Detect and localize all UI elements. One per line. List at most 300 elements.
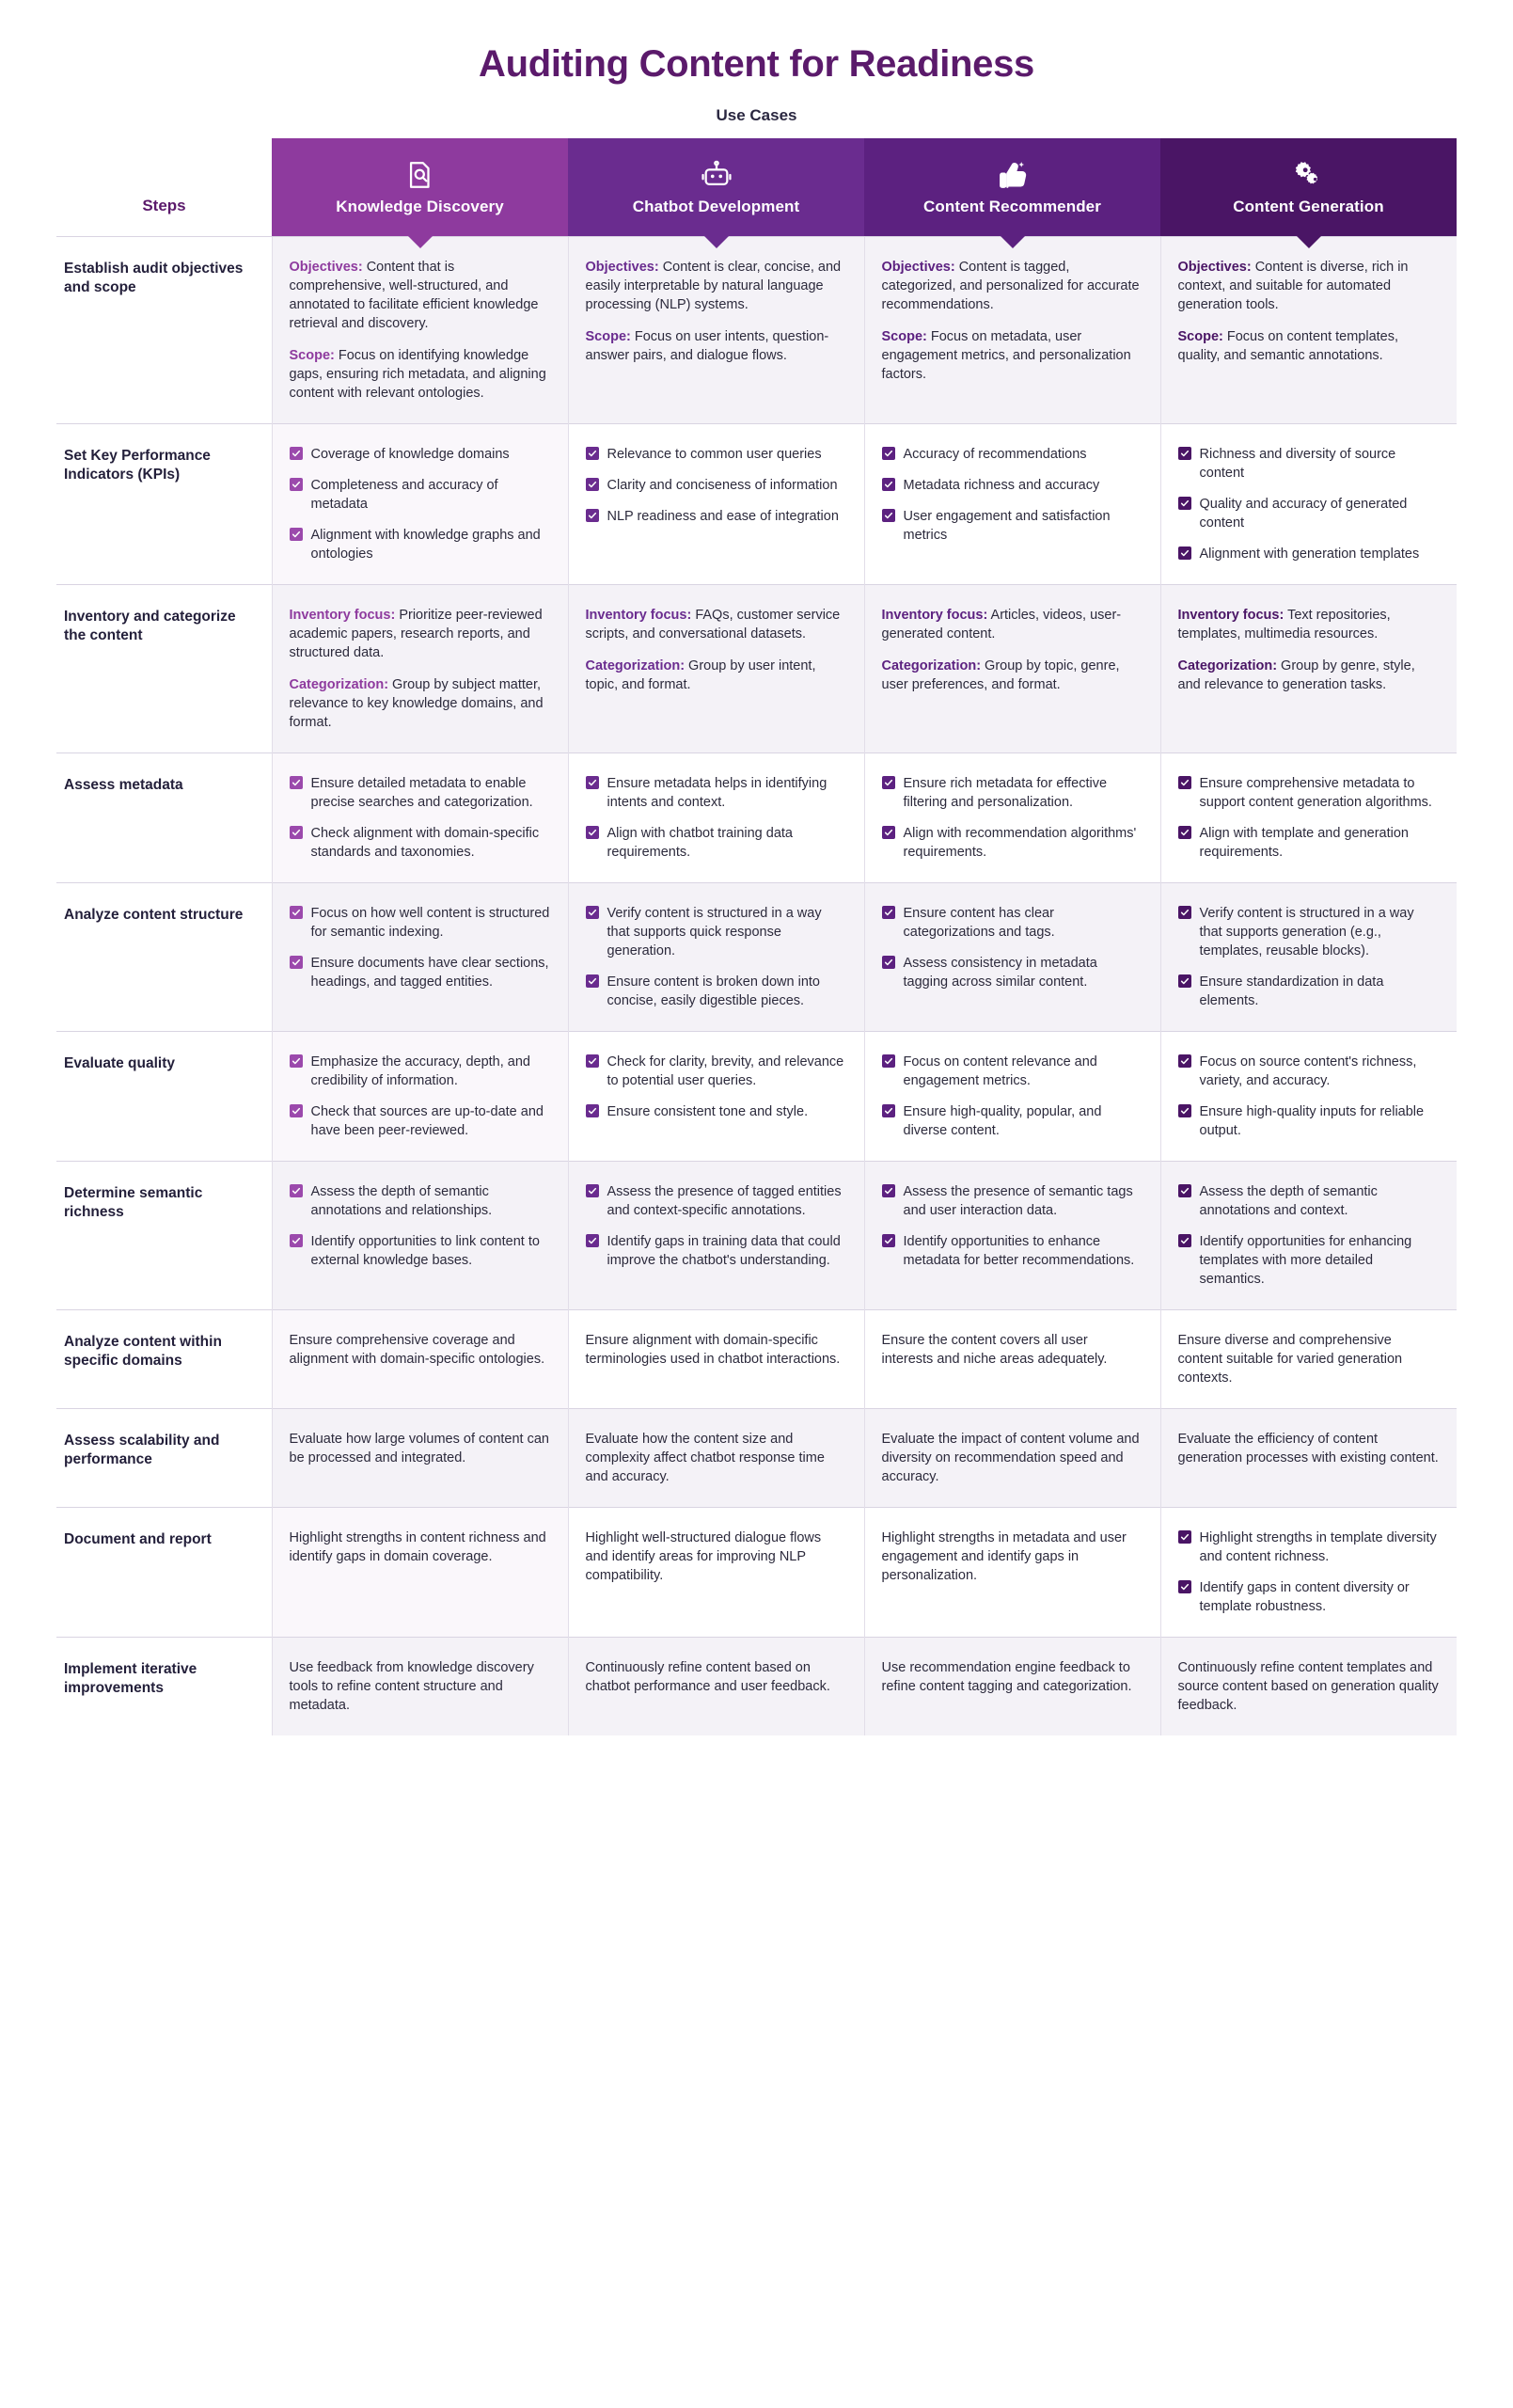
step-label: Document and report xyxy=(56,1508,272,1638)
paragraph-lead: Objectives: xyxy=(585,260,659,275)
checklist xyxy=(586,1182,847,1270)
list-item-label: Ensure high-quality, popular, and diverse content. xyxy=(903,1104,1102,1138)
header-notch-0 xyxy=(408,236,433,248)
list-item-label: Check for clarity, brevity, and relevance to potential user queries. xyxy=(607,1054,844,1088)
matrix-cell xyxy=(272,883,568,1032)
cell-paragraph xyxy=(290,1430,551,1467)
matrix-header xyxy=(56,138,1457,237)
checkbox-checked-icon[interactable] xyxy=(1178,826,1191,839)
cell-paragraph xyxy=(586,1430,847,1486)
paragraph-lead: Objectives: xyxy=(1177,260,1252,275)
checkbox-checked-icon[interactable] xyxy=(586,826,599,839)
checkbox-checked-icon[interactable] xyxy=(586,906,599,919)
list-item[interactable] xyxy=(586,973,847,1010)
table-row xyxy=(56,585,1457,753)
cell-paragraph xyxy=(290,675,551,732)
list-item[interactable] xyxy=(290,445,551,464)
checkbox-checked-icon[interactable] xyxy=(882,1184,895,1197)
column-header-label-2: Content Recommender xyxy=(923,197,1101,215)
checklist xyxy=(586,1053,847,1121)
matrix-cell xyxy=(272,585,568,753)
gears-icon xyxy=(1293,159,1325,191)
cell-paragraph xyxy=(290,346,551,403)
checkbox-checked-icon[interactable] xyxy=(290,1234,303,1247)
list-item-label: Clarity and conciseness of information xyxy=(607,478,838,493)
checkbox-checked-icon[interactable] xyxy=(882,509,895,522)
checkbox-checked-icon[interactable] xyxy=(290,906,303,919)
paragraph-lead: Scope: xyxy=(289,348,335,363)
paragraph-text: Continuously refine content templates and source content based on generation quality feedback. xyxy=(1177,1660,1439,1713)
list-item-label: Assess the presence of semantic tags and user interaction data. xyxy=(903,1184,1133,1218)
checkbox-checked-icon[interactable] xyxy=(290,1104,303,1117)
list-item-label: NLP readiness and ease of integration xyxy=(607,509,839,524)
cell-paragraph xyxy=(882,657,1143,694)
paragraph-text: Text repositories, templates, multimedia resources. xyxy=(1177,608,1391,642)
checkbox-checked-icon[interactable] xyxy=(586,478,599,491)
list-item-label: Ensure consistent tone and style. xyxy=(607,1104,809,1119)
header-notch-1 xyxy=(704,236,729,248)
paragraph-text: Ensure comprehensive coverage and alignment with domain-specific ontologies. xyxy=(289,1333,545,1367)
list-item-label: Identify gaps in training data that could improve the chatbot's understanding. xyxy=(607,1234,841,1268)
list-item[interactable] xyxy=(1178,545,1441,563)
matrix-cell xyxy=(1160,1162,1457,1310)
header-notch-3 xyxy=(1297,236,1321,248)
matrix-cell xyxy=(568,1162,864,1310)
list-item[interactable] xyxy=(1178,1182,1441,1220)
checkbox-checked-icon[interactable] xyxy=(882,1054,895,1068)
matrix-cell xyxy=(1160,1508,1457,1638)
list-item[interactable] xyxy=(1178,904,1441,960)
paragraph-lead: Scope: xyxy=(1177,329,1223,344)
list-item[interactable] xyxy=(586,445,847,464)
use-case-matrix xyxy=(56,138,1457,1735)
checkbox-checked-icon[interactable] xyxy=(882,826,895,839)
cell-paragraph xyxy=(586,1331,847,1369)
list-item-label: Ensure documents have clear sections, headings, and tagged entities. xyxy=(310,956,549,990)
list-item[interactable] xyxy=(882,1182,1143,1220)
checklist xyxy=(1178,1529,1441,1616)
checklist xyxy=(586,774,847,862)
list-item-label: Check alignment with domain-specific standards and taxonomies. xyxy=(310,826,540,860)
paragraph-text: Continuously refine content based on chatbot performance and user feedback. xyxy=(585,1660,830,1694)
list-item[interactable] xyxy=(586,1232,847,1270)
step-label: Implement iterative improvements xyxy=(56,1638,272,1736)
list-item-label: Ensure content has clear categorizations and tags. xyxy=(903,906,1055,940)
list-item[interactable] xyxy=(290,476,551,514)
list-item-label: Identify opportunities for enhancing templates with more detailed semantics. xyxy=(1199,1234,1412,1287)
list-item[interactable] xyxy=(290,1182,551,1220)
table-row xyxy=(56,237,1457,424)
list-item-label: Ensure standardization in data elements. xyxy=(1199,974,1384,1008)
checkbox-checked-icon[interactable] xyxy=(586,1234,599,1247)
paragraph-text: Focus on identifying knowledge gaps, ensuring rich metadata, and aligning content with relevant ontologies. xyxy=(289,348,546,401)
list-item[interactable] xyxy=(586,1053,847,1090)
list-item-label: Focus on source content's richness, variety, and accuracy. xyxy=(1199,1054,1417,1088)
checkbox-checked-icon[interactable] xyxy=(1178,776,1191,789)
list-item[interactable] xyxy=(882,1102,1143,1140)
list-item-label: Assess the presence of tagged entities and context-specific annotations. xyxy=(607,1184,842,1218)
list-item-label: Alignment with knowledge graphs and ontologies xyxy=(310,528,541,562)
paragraph-text: Group by user intent, topic, and format. xyxy=(585,658,816,692)
checkbox-checked-icon[interactable] xyxy=(882,1104,895,1117)
matrix-cell xyxy=(864,237,1160,424)
paragraph-text: Ensure alignment with domain-specific terminologies used in chatbot interactions. xyxy=(585,1333,841,1367)
list-item[interactable] xyxy=(586,476,847,495)
cell-paragraph xyxy=(290,258,551,333)
checkbox-checked-icon[interactable] xyxy=(290,956,303,969)
table-row xyxy=(56,424,1457,585)
paragraph-text: Content is tagged, categorized, and personalized for accurate recommendations. xyxy=(881,260,1140,312)
paragraph-text: Ensure the content covers all user interests and niche areas adequately. xyxy=(881,1333,1108,1367)
cell-paragraph xyxy=(1178,1331,1441,1387)
list-item-label: Relevance to common user queries xyxy=(607,447,822,462)
table-row xyxy=(56,1310,1457,1409)
list-item[interactable] xyxy=(1178,1053,1441,1090)
cell-paragraph xyxy=(1178,657,1441,694)
cell-paragraph xyxy=(290,1529,551,1566)
cell-paragraph xyxy=(586,258,847,314)
checkbox-checked-icon[interactable] xyxy=(1178,974,1191,988)
checklist xyxy=(1178,1053,1441,1140)
list-item-label: Assess consistency in metadata tagging across similar content. xyxy=(903,956,1097,990)
cell-paragraph xyxy=(586,327,847,365)
paragraph-text: Focus on metadata, user engagement metrics, and personalization factors. xyxy=(881,329,1131,382)
list-item[interactable] xyxy=(882,1053,1143,1090)
cell-paragraph xyxy=(1178,1658,1441,1715)
list-item-label: Assess the depth of semantic annotations and relationships. xyxy=(310,1184,493,1218)
checklist xyxy=(290,904,551,991)
checkbox-checked-icon[interactable] xyxy=(290,826,303,839)
step-label: Establish audit objectives and scope xyxy=(56,237,272,424)
step-label: Inventory and categorize the content xyxy=(56,585,272,753)
list-item[interactable] xyxy=(290,824,551,862)
paragraph-text: Use recommendation engine feedback to refine content tagging and categorization. xyxy=(881,1660,1132,1694)
matrix-cell xyxy=(568,1638,864,1736)
step-label: Assess metadata xyxy=(56,753,272,883)
list-item-label: Ensure comprehensive metadata to support content generation algorithms. xyxy=(1199,776,1432,810)
list-item[interactable] xyxy=(1178,1102,1441,1140)
paragraph-lead: Inventory focus: xyxy=(881,608,988,623)
matrix-cell xyxy=(568,753,864,883)
column-header-label-3: Content Generation xyxy=(1233,197,1384,215)
matrix-cell xyxy=(272,237,568,424)
checklist xyxy=(1178,904,1441,1010)
checkbox-checked-icon[interactable] xyxy=(882,956,895,969)
matrix-cell xyxy=(568,237,864,424)
step-label: Analyze content within specific domains xyxy=(56,1310,272,1409)
matrix-cell xyxy=(864,1638,1160,1736)
checkbox-checked-icon[interactable] xyxy=(1178,547,1191,560)
table-row xyxy=(56,1162,1457,1310)
table-row xyxy=(56,1032,1457,1162)
column-header-label-0: Knowledge Discovery xyxy=(336,197,504,215)
paragraph-text: Evaluate how the content size and complexity affect chatbot response time and accuracy. xyxy=(585,1432,825,1484)
matrix-cell xyxy=(272,424,568,585)
steps-column-header: Steps xyxy=(142,197,186,214)
list-item[interactable] xyxy=(1178,973,1441,1010)
list-item[interactable] xyxy=(882,1232,1143,1270)
list-item-label: User engagement and satisfaction metrics xyxy=(903,509,1111,543)
checkbox-checked-icon[interactable] xyxy=(882,776,895,789)
paragraph-lead: Inventory focus: xyxy=(289,608,396,623)
list-item[interactable] xyxy=(1178,824,1441,862)
column-header-2 xyxy=(864,138,1160,237)
checklist xyxy=(290,774,551,862)
cell-paragraph xyxy=(1178,258,1441,314)
list-item[interactable] xyxy=(586,774,847,812)
cell-paragraph xyxy=(1178,606,1441,643)
paragraph-text: Content is diverse, rich in context, and suitable for automated generation tools. xyxy=(1177,260,1409,312)
table-row xyxy=(56,883,1457,1032)
checkbox-checked-icon[interactable] xyxy=(1178,447,1191,460)
checkbox-checked-icon[interactable] xyxy=(1178,1054,1191,1068)
list-item-label: Ensure metadata helps in identifying intents and context. xyxy=(607,776,827,810)
checkbox-checked-icon[interactable] xyxy=(882,447,895,460)
step-label: Assess scalability and performance xyxy=(56,1409,272,1508)
checkbox-checked-icon[interactable] xyxy=(290,528,303,541)
list-item-label: Completeness and accuracy of metadata xyxy=(310,478,498,512)
table-row xyxy=(56,1638,1457,1736)
matrix-cell xyxy=(568,1032,864,1162)
list-item-label: Ensure content is broken down into concise, easily digestible pieces. xyxy=(607,974,820,1008)
checklist xyxy=(290,1053,551,1140)
matrix-cell xyxy=(568,424,864,585)
checklist xyxy=(586,904,847,1010)
list-item[interactable] xyxy=(586,1182,847,1220)
matrix-cell xyxy=(864,883,1160,1032)
paragraph-text: Highlight well-structured dialogue flows and identify areas for improving NLP compatibility. xyxy=(585,1530,822,1583)
paragraph-text: Group by subject matter, relevance to key knowledge domains, and format. xyxy=(289,677,544,730)
column-header-1 xyxy=(568,138,864,237)
paragraph-text: Highlight strengths in metadata and user engagement and identify gaps in personalization. xyxy=(881,1530,1127,1583)
paragraph-text: Evaluate how large volumes of content can be processed and integrated. xyxy=(289,1432,549,1465)
matrix-cell xyxy=(568,883,864,1032)
paragraph-lead: Categorization: xyxy=(881,658,982,673)
checkbox-checked-icon[interactable] xyxy=(882,478,895,491)
list-item-label: Focus on how well content is structured for semantic indexing. xyxy=(310,906,550,940)
list-item-label: Align with template and generation requirements. xyxy=(1199,826,1409,860)
paragraph-text: FAQs, customer service scripts, and conversational datasets. xyxy=(585,608,841,642)
matrix-cell xyxy=(272,1409,568,1508)
paragraph-text: Content is clear, concise, and easily interpretable by natural language processing (NLP) systems. xyxy=(585,260,842,312)
list-item[interactable] xyxy=(882,904,1143,942)
checkbox-checked-icon[interactable] xyxy=(882,906,895,919)
checkbox-checked-icon[interactable] xyxy=(586,974,599,988)
list-item[interactable] xyxy=(882,954,1143,991)
checkbox-checked-icon[interactable] xyxy=(290,447,303,460)
matrix-cell xyxy=(1160,1638,1457,1736)
checklist xyxy=(882,774,1143,862)
checklist xyxy=(290,445,551,563)
matrix-cell xyxy=(272,1638,568,1736)
checkbox-checked-icon[interactable] xyxy=(290,1054,303,1068)
list-item[interactable] xyxy=(1178,774,1441,812)
table-row xyxy=(56,753,1457,883)
list-item[interactable] xyxy=(586,507,847,526)
list-item-label: Focus on content relevance and engagement metrics. xyxy=(903,1054,1097,1088)
checklist xyxy=(882,904,1143,991)
list-item[interactable] xyxy=(1178,1578,1441,1616)
list-item-label: Quality and accuracy of generated content xyxy=(1199,497,1408,531)
list-item[interactable] xyxy=(882,824,1143,862)
robot-icon xyxy=(701,159,733,191)
list-item[interactable] xyxy=(882,774,1143,812)
list-item[interactable] xyxy=(290,1053,551,1090)
list-item-label: Align with chatbot training data requirements. xyxy=(607,826,793,860)
paragraph-lead: Inventory focus: xyxy=(1177,608,1284,623)
matrix-cell xyxy=(864,424,1160,585)
list-item-label: Alignment with generation templates xyxy=(1199,547,1420,562)
paragraph-lead: Scope: xyxy=(585,329,631,344)
list-item[interactable] xyxy=(882,445,1143,464)
matrix-cell xyxy=(864,753,1160,883)
checklist xyxy=(586,445,847,526)
list-item-label: Check that sources are up-to-date and have been peer-reviewed. xyxy=(310,1104,544,1138)
checkbox-checked-icon[interactable] xyxy=(586,1054,599,1068)
matrix-cell xyxy=(272,1508,568,1638)
list-item-label: Ensure rich metadata for effective filtering and personalization. xyxy=(903,776,1108,810)
list-item[interactable] xyxy=(586,824,847,862)
cell-paragraph xyxy=(586,1529,847,1585)
matrix-cell xyxy=(272,1162,568,1310)
paragraph-text: Group by genre, style, and relevance to generation tasks. xyxy=(1177,658,1415,692)
table-row xyxy=(56,1409,1457,1508)
step-label: Analyze content structure xyxy=(56,883,272,1032)
list-item-label: Metadata richness and accuracy xyxy=(903,478,1100,493)
list-item[interactable] xyxy=(290,1232,551,1270)
list-item[interactable] xyxy=(882,476,1143,495)
list-item[interactable] xyxy=(1178,1529,1441,1566)
checkbox-checked-icon[interactable] xyxy=(1178,1580,1191,1593)
cell-paragraph xyxy=(882,1430,1143,1486)
checklist xyxy=(1178,1182,1441,1289)
paragraph-text: Use feedback from knowledge discovery tools to refine content structure and metadata. xyxy=(289,1660,534,1713)
checkbox-checked-icon[interactable] xyxy=(1178,906,1191,919)
paragraph-lead: Categorization: xyxy=(1177,658,1278,673)
matrix-cell xyxy=(864,1310,1160,1409)
list-item[interactable] xyxy=(586,904,847,960)
checkbox-checked-icon[interactable] xyxy=(586,1184,599,1197)
thumbs-up-sparkle-icon xyxy=(997,159,1029,191)
matrix-cell xyxy=(1160,237,1457,424)
checkbox-checked-icon[interactable] xyxy=(290,776,303,789)
list-item[interactable] xyxy=(1178,1232,1441,1289)
list-item[interactable] xyxy=(882,507,1143,545)
list-item[interactable] xyxy=(290,1102,551,1140)
matrix-cell xyxy=(1160,1310,1457,1409)
paragraph-text: Highlight strengths in content richness and identify gaps in domain coverage. xyxy=(289,1530,546,1564)
paragraph-text: Content that is comprehensive, well-structured, and annotated to facilitate efficient knowledge retrieval and discovery. xyxy=(289,260,539,331)
checkbox-checked-icon[interactable] xyxy=(1178,497,1191,510)
matrix-cell xyxy=(1160,1409,1457,1508)
step-label: Determine semantic richness xyxy=(56,1162,272,1310)
matrix-cell xyxy=(1160,424,1457,585)
checkbox-checked-icon[interactable] xyxy=(586,776,599,789)
cell-paragraph xyxy=(290,606,551,662)
paragraph-text: Group by topic, genre, user preferences, and format. xyxy=(881,658,1120,692)
list-item-label: Emphasize the accuracy, depth, and credibility of information. xyxy=(310,1054,530,1088)
cell-paragraph xyxy=(1178,327,1441,365)
matrix-cell xyxy=(1160,883,1457,1032)
matrix-cell xyxy=(864,1032,1160,1162)
matrix-cell xyxy=(864,1508,1160,1638)
cell-paragraph xyxy=(882,606,1143,643)
checkbox-checked-icon[interactable] xyxy=(1178,1104,1191,1117)
checkbox-checked-icon[interactable] xyxy=(586,1104,599,1117)
cell-paragraph xyxy=(882,1658,1143,1696)
list-item[interactable] xyxy=(290,904,551,942)
matrix-cell xyxy=(568,585,864,753)
cell-paragraph xyxy=(882,327,1143,384)
table-row xyxy=(56,1508,1457,1638)
paragraph-text: Articles, videos, user-generated content. xyxy=(881,608,1122,642)
matrix-cell xyxy=(272,1310,568,1409)
page-title: Auditing Content for Readiness xyxy=(478,43,1034,85)
list-item[interactable] xyxy=(1178,495,1441,532)
list-item[interactable] xyxy=(290,954,551,991)
paragraph-text: Evaluate the impact of content volume and diversity on recommendation speed and accuracy. xyxy=(881,1432,1140,1484)
list-item-label: Assess the depth of semantic annotations and context. xyxy=(1199,1184,1378,1218)
checkbox-checked-icon[interactable] xyxy=(1178,1234,1191,1247)
checkbox-checked-icon[interactable] xyxy=(290,478,303,491)
paragraph-lead: Categorization: xyxy=(585,658,686,673)
checkbox-checked-icon[interactable] xyxy=(1178,1184,1191,1197)
matrix-body xyxy=(56,237,1457,1736)
list-item-label: Identify opportunities to enhance metadata for better recommendations. xyxy=(903,1234,1135,1268)
cell-paragraph xyxy=(882,1529,1143,1585)
list-item[interactable] xyxy=(586,1102,847,1121)
list-item-label: Coverage of knowledge domains xyxy=(310,447,510,462)
cell-paragraph xyxy=(586,1658,847,1696)
matrix-cell xyxy=(1160,753,1457,883)
list-item[interactable] xyxy=(290,774,551,812)
list-item[interactable] xyxy=(1178,445,1441,483)
list-item-label: Ensure detailed metadata to enable precise searches and categorization. xyxy=(310,776,533,810)
matrix-cell xyxy=(568,1508,864,1638)
page-subtitle: Use Cases xyxy=(716,106,797,124)
checkbox-checked-icon[interactable] xyxy=(586,509,599,522)
matrix-cell xyxy=(1160,585,1457,753)
checkbox-checked-icon[interactable] xyxy=(586,447,599,460)
checkbox-checked-icon[interactable] xyxy=(290,1184,303,1197)
matrix-cell xyxy=(272,753,568,883)
header-notch-2 xyxy=(1001,236,1025,248)
checkbox-checked-icon[interactable] xyxy=(1178,1530,1191,1544)
checklist xyxy=(882,1182,1143,1270)
step-label: Set Key Performance Indicators (KPIs) xyxy=(56,424,272,585)
matrix-cell xyxy=(568,1310,864,1409)
matrix-cell xyxy=(864,585,1160,753)
matrix-cell xyxy=(568,1409,864,1508)
cell-paragraph xyxy=(882,1331,1143,1369)
list-item-label: Identify opportunities to link content to external knowledge bases. xyxy=(310,1234,540,1268)
checkbox-checked-icon[interactable] xyxy=(882,1234,895,1247)
list-item-label: Identify gaps in content diversity or template robustness. xyxy=(1199,1580,1410,1614)
matrix-cell xyxy=(272,1032,568,1162)
list-item[interactable] xyxy=(290,526,551,563)
paragraph-text: Ensure diverse and comprehensive content suitable for varied generation contexts. xyxy=(1177,1333,1403,1386)
list-item-label: Accuracy of recommendations xyxy=(903,447,1087,462)
checklist xyxy=(290,1182,551,1270)
cell-paragraph xyxy=(290,1331,551,1369)
checklist xyxy=(1178,774,1441,862)
checklist xyxy=(1178,445,1441,563)
cell-paragraph xyxy=(586,606,847,643)
paragraph-text: Prioritize peer-reviewed academic papers, research reports, and structured data. xyxy=(289,608,543,660)
cell-paragraph xyxy=(290,1658,551,1715)
paragraph-text: Focus on user intents, question-answer pairs, and dialogue flows. xyxy=(585,329,829,363)
column-header-3 xyxy=(1160,138,1457,237)
